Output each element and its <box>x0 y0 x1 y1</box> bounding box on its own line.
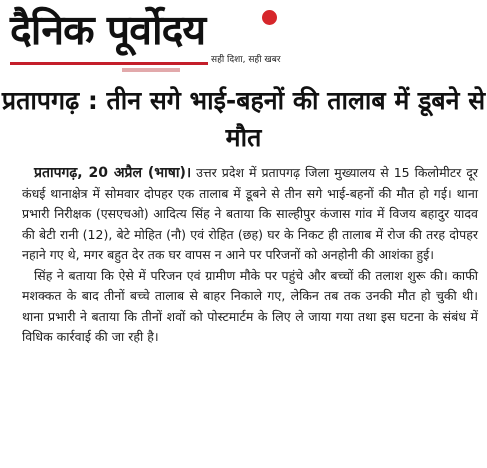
newspaper-logo: दैनिक पूर्वोदय <box>10 6 206 54</box>
article-paragraph-1 <box>22 163 478 266</box>
article-paragraph-2-text: सिंह ने बताया कि ऐसे में परिजन एवं ग्रामीण मौके पर पहुंचे और बच्चों की तलाश शुरू की। काफी मशक्कत के बाद तीनों बच्चे तालाब से बाहर निकाले गए, लेकिन तब तक उनकी मौत हो चुकी थी। थाना प्रभारी ने बताया कि तीनों शवों को पोस्टमार्टम के लिए ले जाया गया तथा इस घटना के संबंध में विधिक कार्रवाई की जा रही है। <box>22 267 478 344</box>
masthead <box>10 4 290 78</box>
logo-subline <box>122 68 180 72</box>
logo-tagline: सही दिशा, सही खबर <box>208 55 284 66</box>
article-dateline: प्रतापगढ़, 20 अप्रैल (भाषा)। <box>34 165 192 181</box>
article-body <box>22 163 478 348</box>
logo-red-dot <box>262 10 277 25</box>
article-paragraph-1-text: उत्तर प्रदेश में प्रतापगढ़ जिला मुख्यालय से 15 किलोमीटर दूर कंधई थानाक्षेत्र में सोमवार दोपहर एक तालाब में डूबने से तीन सगे भाई-बहनों की मौत हो गई। थाना प्रभारी निरीक्षक (एसएचओ) आदित्य सिंह ने बताया कि साल्हीपुर कंजास गांव में विजय बहादुर यादव की बेटी रानी (12), बेटे मोहित (नौ) एवं रोहित (छह) घर के निकट ही तालाब में रोज की तरह दोपहर नहाने गए थे, मगर बहुत देर तक घर वापस न आने पर परिजनों को अनहोनी की आशंका हुई। <box>22 165 478 262</box>
article-paragraph-2 <box>22 266 478 348</box>
article-headline: प्रतापगढ़ : तीन सगे भाई-बहनों की तालाब में डूबने से मौत <box>1 86 486 152</box>
